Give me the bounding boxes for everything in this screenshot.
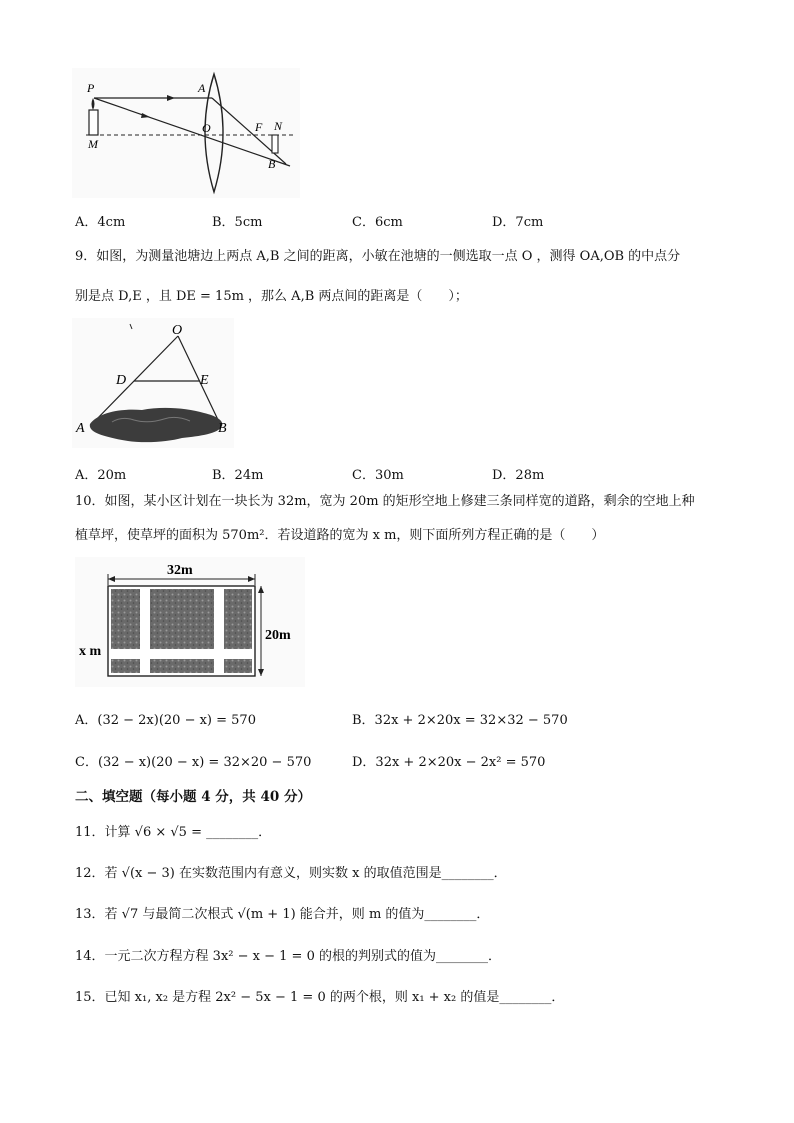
q10-option-c[interactable]: C．(32 − x)(20 − x) = 32×20 − 570 xyxy=(75,755,312,770)
pond-figure xyxy=(72,318,234,448)
label-O: O xyxy=(172,323,183,338)
q10-text-line2: 植草坪，使草坪的面积为 570m²．若设道路的宽为 x m，则下面所列方程正确的是（ ） xyxy=(75,528,605,543)
q10-option-d[interactable]: D．32x + 2×20x − 2x² = 570 xyxy=(352,755,546,770)
q9-option-a[interactable]: A．20m xyxy=(75,468,127,483)
label-P: P xyxy=(87,81,95,95)
q10-option-a[interactable]: A．(32 − 2x)(20 − x) = 570 xyxy=(75,713,256,728)
label-D: D xyxy=(116,373,127,388)
q9-option-d[interactable]: D．28m xyxy=(492,468,545,483)
label-F: F xyxy=(255,120,263,134)
label-20m: 20m xyxy=(265,628,291,643)
q8-option-b[interactable]: B．5cm xyxy=(212,215,263,230)
q8-option-c[interactable]: C．6cm xyxy=(352,215,403,230)
label-N: N xyxy=(274,119,283,133)
label-B: B xyxy=(268,157,276,171)
question-12: 12．若 √(x − 3) 在实数范围内有意义，则实数 x 的取值范围是________． xyxy=(75,866,507,881)
question-13: 13．若 √7 与最简二次根式 √(m + 1) 能合并，则 m 的值为________． xyxy=(75,907,490,922)
q8-option-d[interactable]: D．7cm xyxy=(492,215,544,230)
section-heading: 二、填空题（每小题 4 分，共 40 分） xyxy=(75,789,311,805)
question-15: 15．已知 x₁, x₂ 是方程 2x² − 5x − 1 = 0 的两个根，则 x₁ + x₂ 的值是________． xyxy=(75,990,565,1005)
label-A: A xyxy=(198,81,206,95)
q10-text-line1: 10．如图，某小区计划在一块长为 32m，宽为 20m 的矩形空地上修建三条同样宽的道路，剩余的空地上种 xyxy=(75,494,695,509)
label-E: E xyxy=(200,373,209,388)
q9-text-line2: 别是点 D,E ，且 DE = 15m ，那么 A,B 两点间的距离是（ ）； xyxy=(75,289,468,304)
lens-figure xyxy=(72,68,300,198)
q9-text-line1: 9．如图，为测量池塘边上两点 A,B 之间的距离，小敏在池塘的一侧选取一点 O ，测得 OA,OB 的中点分 xyxy=(75,249,681,264)
question-11: 11．计算 √6 × √5 = ________． xyxy=(75,825,272,840)
label-A: A xyxy=(76,421,85,436)
label-O: O xyxy=(202,121,211,135)
q9-option-b[interactable]: B．24m xyxy=(212,468,264,483)
label-x-m: x m xyxy=(79,644,102,659)
q10-option-b[interactable]: B．32x + 2×20x = 32×32 − 570 xyxy=(352,713,568,728)
label-B: B xyxy=(218,421,227,436)
label-32m: 32m xyxy=(167,563,193,578)
label-M: M xyxy=(88,137,98,151)
q9-option-c[interactable]: C．30m xyxy=(352,468,404,483)
q8-option-a[interactable]: A．4cm xyxy=(75,215,126,230)
question-14: 14．一元二次方程方程 3x² − x − 1 = 0 的根的判别式的值为________． xyxy=(75,949,501,964)
lawn-figure xyxy=(75,557,305,687)
